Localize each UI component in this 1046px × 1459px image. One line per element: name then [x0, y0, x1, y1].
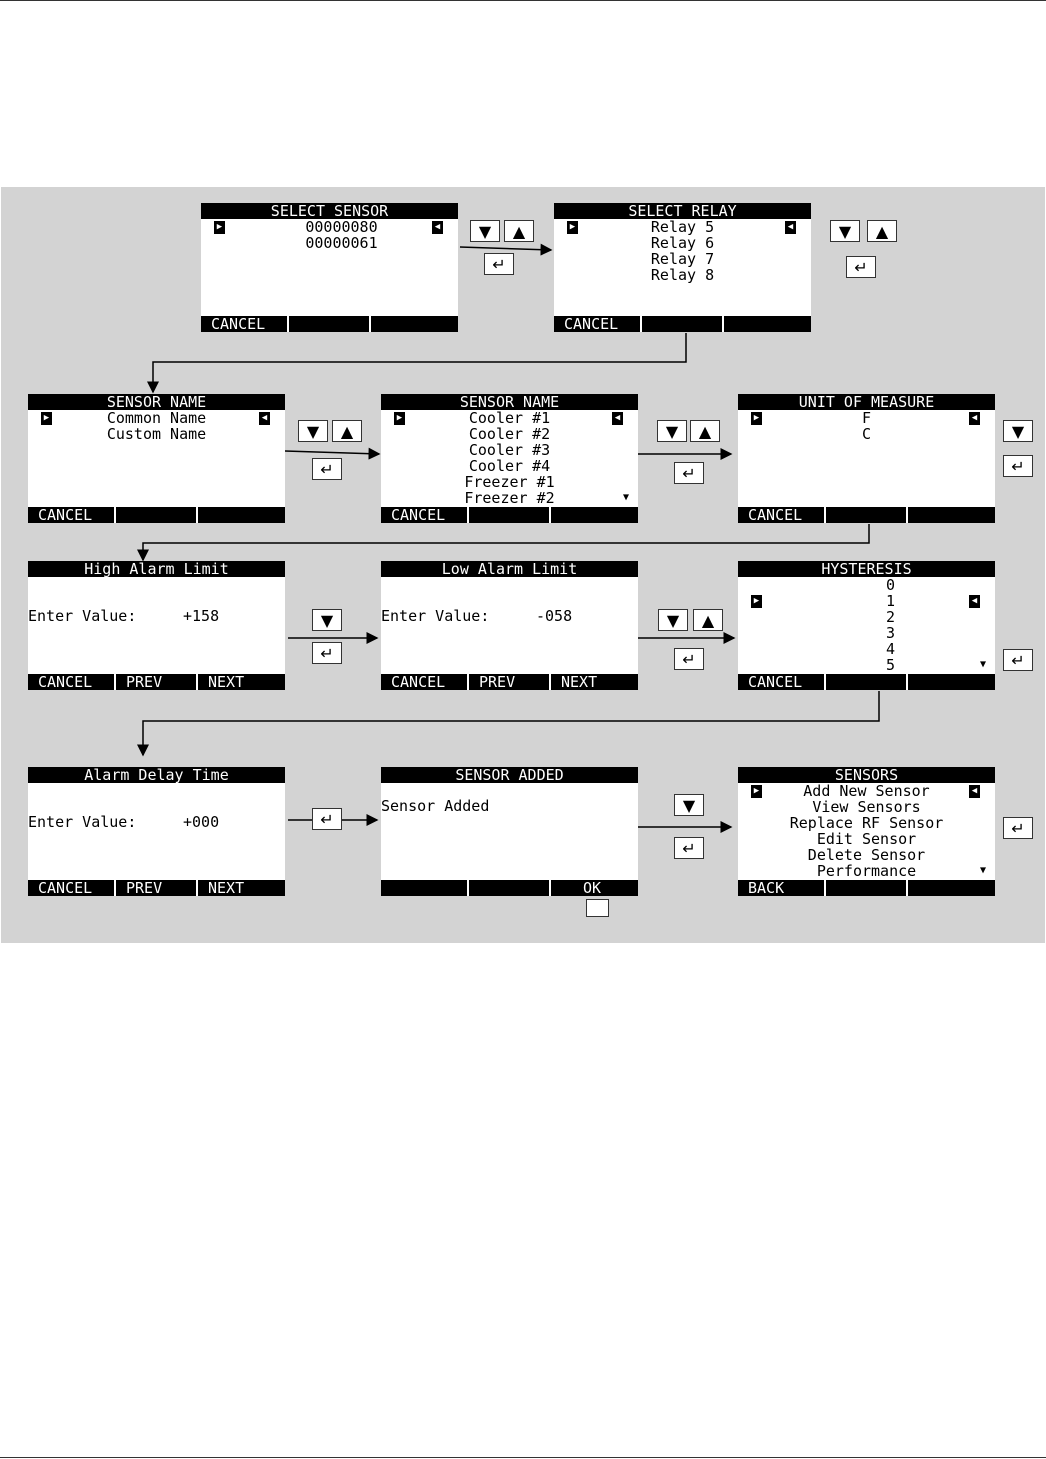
screen-high-alarm-limit	[28, 561, 285, 690]
softkey-next[interactable]: NEXT	[208, 880, 245, 896]
screen-low-alarm-limit	[381, 561, 638, 690]
enter-key-icon[interactable]: ↵	[312, 642, 342, 664]
list-item[interactable]: Relay 6	[650, 234, 715, 252]
enter-key-icon[interactable]: ↵	[312, 458, 342, 480]
screen-title: SENSOR ADDED	[381, 767, 638, 783]
screen-sensor-name	[28, 394, 285, 523]
up-key-icon[interactable]: ▲	[690, 420, 720, 442]
list-item[interactable]: Relay 5	[650, 218, 715, 236]
list-item[interactable]: 3	[885, 624, 896, 642]
softkey-bar	[201, 316, 458, 332]
softkey-bar	[738, 674, 995, 690]
softkey-1[interactable]	[381, 880, 469, 896]
value-prompt: Enter Value:	[28, 813, 137, 831]
screen-sensors-menu	[738, 767, 995, 896]
down-key-icon[interactable]: ▼	[298, 420, 328, 442]
list-item[interactable]: Relay 7	[650, 250, 715, 268]
menu-item-add-new-sensor[interactable]: Add New Sensor	[803, 782, 930, 800]
up-key-icon[interactable]: ▲	[332, 420, 362, 442]
softkey-2[interactable]	[826, 880, 908, 896]
select-right-icon: ▶	[214, 221, 225, 234]
softkey-2[interactable]	[469, 507, 551, 523]
screen-hysteresis	[738, 561, 995, 690]
value-field[interactable]: +158	[183, 607, 220, 625]
down-key-icon[interactable]: ▼	[312, 609, 342, 631]
arrow-name-to-preset	[285, 451, 379, 454]
softkey-3[interactable]	[908, 507, 995, 523]
select-right-icon: ▶	[751, 412, 762, 425]
softkey-bar	[381, 880, 638, 896]
menu-item-delete-sensor[interactable]: Delete Sensor	[807, 846, 926, 864]
select-right-icon: ▶	[751, 595, 762, 608]
softkey-2[interactable]	[826, 674, 908, 690]
list-item[interactable]: F	[861, 409, 872, 427]
menu-item-performance[interactable]: Performance	[816, 862, 917, 880]
softkey-back[interactable]: BACK	[738, 880, 826, 896]
softkey-2[interactable]	[826, 507, 908, 523]
softkey-bar	[381, 674, 638, 690]
select-left-icon: ◀	[612, 412, 623, 425]
softkey-prev[interactable]: PREV	[469, 674, 551, 690]
select-left-icon: ◀	[969, 785, 980, 798]
value-field[interactable]: -058	[536, 607, 573, 625]
enter-key-icon[interactable]: ↵	[484, 253, 514, 275]
softkey-bar	[28, 507, 285, 523]
list-item[interactable]: Common Name	[106, 409, 207, 427]
value-prompt: Enter Value:	[28, 607, 137, 625]
softkey-bar	[28, 880, 285, 896]
screen-title: UNIT OF MEASURE	[738, 394, 995, 410]
select-left-icon: ◀	[259, 412, 270, 425]
softkey-2[interactable]	[289, 316, 371, 332]
up-key-icon[interactable]: ▲	[504, 220, 534, 242]
list-item[interactable]: Freezer #1	[464, 473, 555, 491]
softkey-next[interactable]: NEXT	[208, 674, 245, 690]
softkey-3[interactable]	[724, 316, 811, 332]
screen-title: SELECT RELAY	[554, 203, 811, 219]
down-key-icon[interactable]: ▼	[470, 220, 500, 242]
menu-item-view-sensors[interactable]: View Sensors	[812, 798, 921, 816]
list-item[interactable]: C	[861, 425, 872, 443]
up-key-icon[interactable]: ▲	[693, 609, 723, 631]
softkey-prev[interactable]: PREV	[116, 880, 198, 896]
arrow-hysteresis-to-delay	[143, 691, 879, 755]
select-right-icon: ▶	[41, 412, 52, 425]
down-key-icon[interactable]: ▼	[1003, 420, 1033, 442]
softkey-cancel[interactable]: CANCEL	[28, 674, 116, 690]
select-left-icon: ◀	[969, 595, 980, 608]
down-key-icon[interactable]: ▼	[658, 609, 688, 631]
softkey-1[interactable]: CANCEL	[738, 674, 826, 690]
more-items-icon: ▼	[623, 492, 630, 503]
enter-key-icon[interactable]: ↵	[674, 648, 704, 670]
screen-title: SENSOR NAME	[381, 394, 638, 410]
softkey-3[interactable]	[371, 316, 458, 332]
softkey-3[interactable]	[551, 507, 638, 523]
softkey-1[interactable]: CANCEL	[381, 507, 469, 523]
select-right-icon: ▶	[567, 221, 578, 234]
softkey-bar	[554, 316, 811, 332]
softkey-2[interactable]	[642, 316, 724, 332]
up-key-icon[interactable]: ▲	[867, 220, 897, 242]
select-left-icon: ◀	[785, 221, 796, 234]
list-item[interactable]: 0	[885, 576, 896, 594]
softkey-1[interactable]: CANCEL	[201, 316, 289, 332]
softkey-prev[interactable]: PREV	[116, 674, 198, 690]
ok-key-button[interactable]	[586, 899, 609, 917]
enter-key-icon[interactable]: ↵	[674, 462, 704, 484]
screen-sensor-name-presets	[381, 394, 638, 523]
softkey-cancel[interactable]: CANCEL	[381, 674, 469, 690]
down-key-icon[interactable]: ▼	[674, 794, 704, 816]
list-item[interactable]: Cooler #2	[468, 425, 551, 443]
softkey-2[interactable]	[469, 880, 551, 896]
more-items-icon: ▼	[980, 659, 987, 670]
softkey-2[interactable]	[116, 507, 198, 523]
screen-title: High Alarm Limit	[28, 561, 285, 577]
softkey-3[interactable]	[908, 880, 995, 896]
down-key-icon[interactable]: ▼	[657, 420, 687, 442]
screen-unit-of-measure	[738, 394, 995, 523]
screen-select-sensor	[201, 203, 458, 332]
arrow-relay-to-name	[153, 333, 686, 392]
status-message: Sensor Added	[381, 797, 490, 815]
menu-flow-diagram	[1, 187, 1045, 943]
list-item[interactable]: Relay 8	[650, 266, 715, 284]
screen-title: SELECT SENSOR	[201, 203, 458, 219]
select-right-icon: ▶	[751, 785, 762, 798]
list-item[interactable]: 1	[885, 592, 896, 610]
menu-item-replace-rf-sensor[interactable]: Replace RF Sensor	[789, 814, 944, 832]
menu-item-edit-sensor[interactable]: Edit Sensor	[816, 830, 917, 848]
list-item[interactable]: 5	[885, 656, 896, 674]
screen-title: SENSOR NAME	[28, 394, 285, 410]
softkey-cancel[interactable]: CANCEL	[28, 880, 116, 896]
softkey-bar	[738, 507, 995, 523]
enter-key-icon[interactable]: ↵	[1003, 455, 1033, 477]
enter-key-icon[interactable]: ↵	[846, 256, 876, 278]
softkey-1[interactable]: CANCEL	[28, 507, 116, 523]
screen-title: SENSORS	[738, 767, 995, 783]
list-item[interactable]: 00000080	[305, 218, 378, 236]
softkey-3[interactable]	[908, 674, 995, 690]
softkey-bar	[28, 674, 285, 690]
list-item[interactable]: Freezer #2	[464, 489, 555, 507]
screen-sensor-added	[381, 767, 638, 896]
list-item[interactable]: Cooler #1	[468, 409, 551, 427]
down-key-icon[interactable]: ▼	[830, 220, 860, 242]
value-field[interactable]: +000	[183, 813, 220, 831]
screen-alarm-delay-time	[28, 767, 285, 896]
softkey-bar	[381, 507, 638, 523]
list-item[interactable]: Custom Name	[106, 425, 207, 443]
softkey-1[interactable]: CANCEL	[554, 316, 642, 332]
page-bottom-rule	[0, 1457, 1046, 1458]
screen-select-relay	[554, 203, 811, 332]
list-item[interactable]: 2	[885, 608, 896, 626]
softkey-next[interactable]: NEXT	[561, 674, 598, 690]
enter-key-icon[interactable]: ↵	[674, 837, 704, 859]
list-item[interactable]: Cooler #3	[468, 441, 551, 459]
list-item[interactable]: 00000061	[305, 234, 378, 252]
softkey-bar	[738, 880, 995, 896]
screen-title: Low Alarm Limit	[381, 561, 638, 577]
select-left-icon: ◀	[432, 221, 443, 234]
select-left-icon: ◀	[969, 412, 980, 425]
select-right-icon: ▶	[394, 412, 405, 425]
enter-key-icon[interactable]: ↵	[312, 808, 342, 830]
value-prompt: Enter Value:	[381, 607, 490, 625]
screen-title: HYSTERESIS	[738, 561, 995, 577]
enter-key-icon[interactable]: ↵	[1003, 817, 1033, 839]
arrow-sensor-to-relay	[460, 247, 551, 250]
softkey-1[interactable]: CANCEL	[738, 507, 826, 523]
arrow-unit-to-high	[143, 524, 869, 560]
list-item[interactable]: Cooler #4	[468, 457, 551, 475]
page-top-rule	[0, 0, 1046, 1]
list-item[interactable]: 4	[885, 640, 896, 658]
more-items-icon: ▼	[980, 865, 987, 876]
softkey-3[interactable]	[198, 507, 285, 523]
softkey-ok[interactable]: OK	[583, 880, 602, 896]
enter-key-icon[interactable]: ↵	[1003, 649, 1033, 671]
screen-title: Alarm Delay Time	[28, 767, 285, 783]
